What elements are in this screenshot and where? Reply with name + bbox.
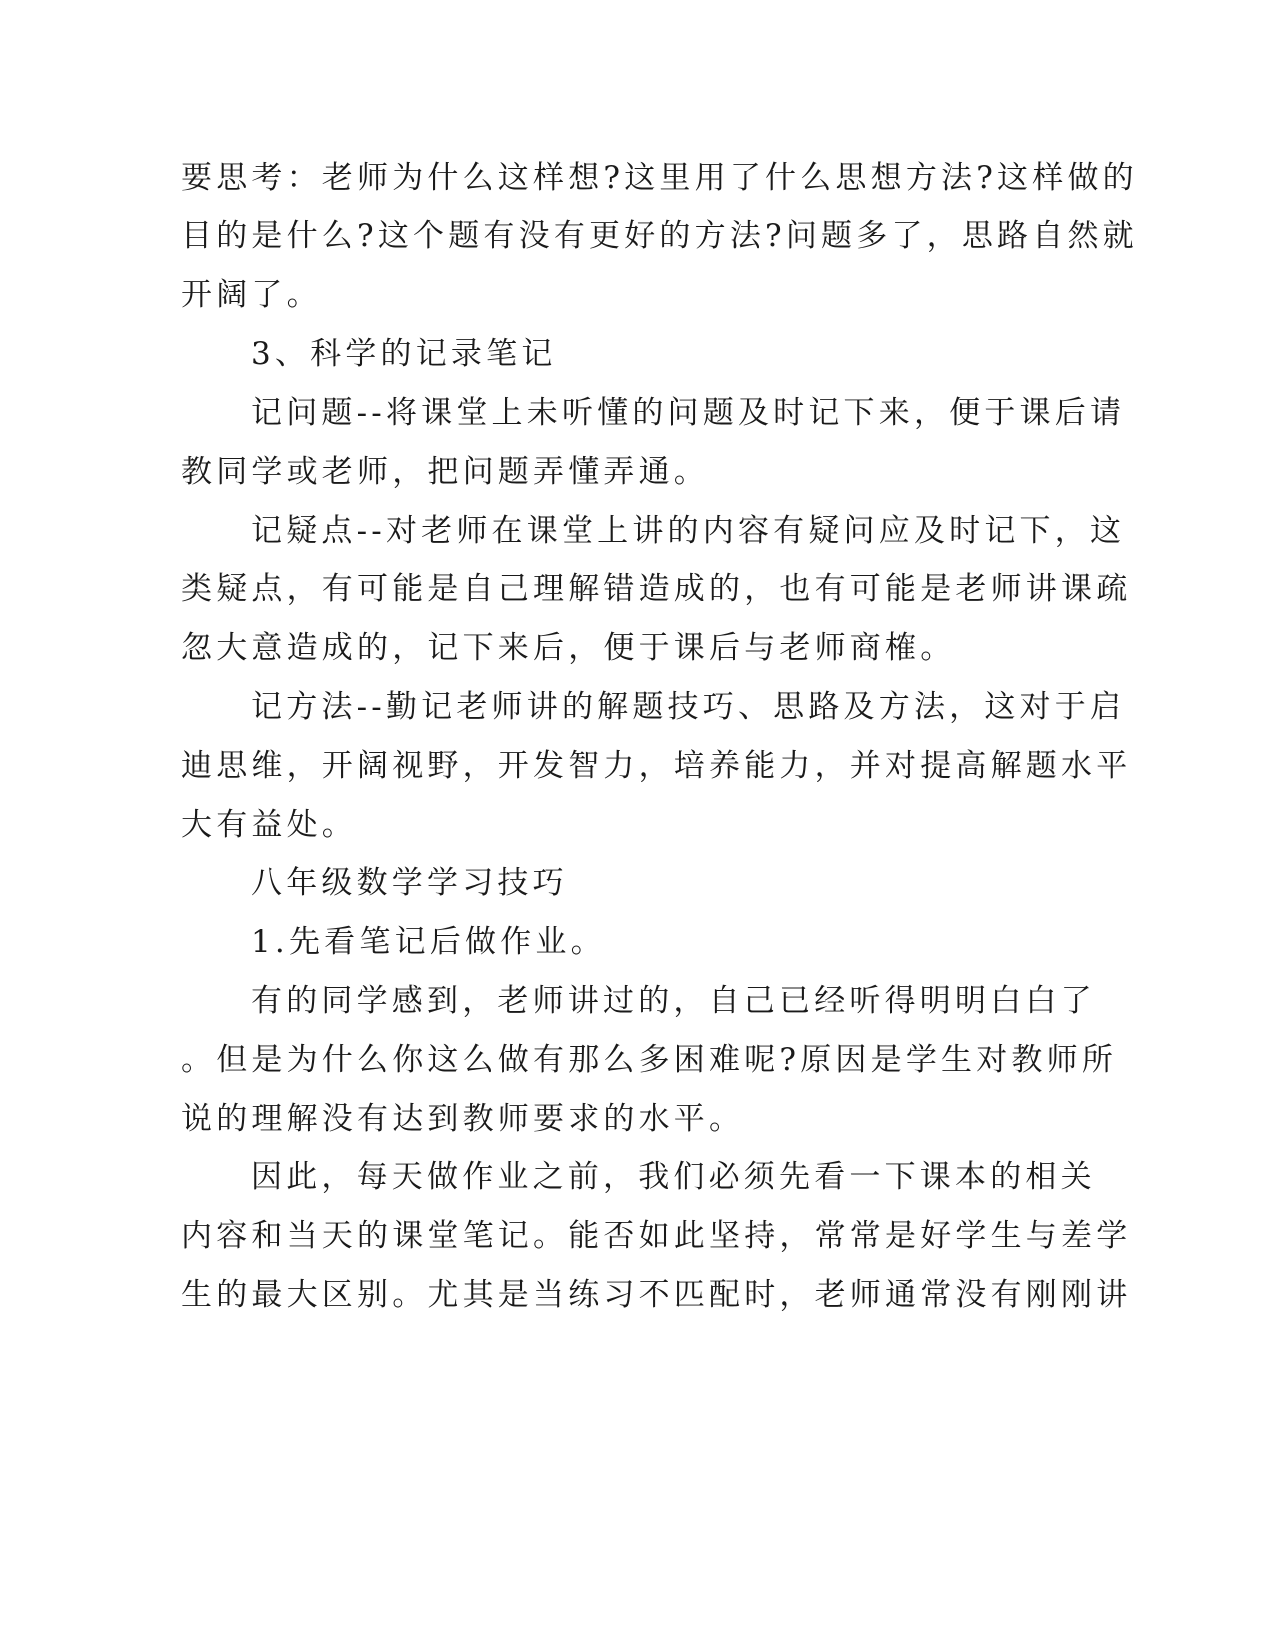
text-line: 说的理解没有达到教师要求的水平。 bbox=[181, 1101, 745, 1137]
text-line: 开阔了。 bbox=[181, 277, 322, 313]
text-line: 记方法--勤记老师讲的解题技巧、思路及方法，这对于启 bbox=[251, 689, 1126, 725]
section-heading: 3、科学的记录笔记 bbox=[251, 336, 557, 372]
text-line: 忽大意造成的，记下来后，便于课后与老师商榷。 bbox=[181, 630, 956, 666]
text-line: 目的是什么?这个题有没有更好的方法?问题多了，思路自然就 bbox=[181, 218, 1138, 254]
text-line: 教同学或老师，把问题弄懂弄通。 bbox=[181, 454, 709, 490]
text-line: 。但是为什么你这么做有那么多困难呢?原因是学生对教师所 bbox=[181, 1042, 1118, 1078]
text-line: 大有益处。 bbox=[181, 807, 357, 843]
text-line: 有的同学感到，老师讲过的，自己已经听得明明白白了 bbox=[251, 983, 1096, 1019]
text-line: 类疑点，有可能是自己理解错造成的，也有可能是老师讲课疏 bbox=[181, 571, 1132, 607]
text-line: 生的最大区别。尤其是当练习不匹配时，老师通常没有刚刚讲 bbox=[181, 1277, 1132, 1313]
text-line: 因此，每天做作业之前，我们必须先看一下课本的相关 bbox=[251, 1159, 1096, 1195]
text-line: 内容和当天的课堂笔记。能否如此坚持，常常是好学生与差学 bbox=[181, 1218, 1132, 1254]
text-line: 要思考：老师为什么这样想?这里用了什么思想方法?这样做的 bbox=[181, 160, 1138, 196]
text-line: 记问题--将课堂上未听懂的问题及时记下来，便于课后请 bbox=[251, 395, 1126, 431]
text-line: 迪思维，开阔视野，开发智力，培养能力，并对提高解题水平 bbox=[181, 748, 1132, 784]
text-line: 记疑点--对老师在课堂上讲的内容有疑问应及时记下，这 bbox=[251, 513, 1126, 549]
section-heading: 八年级数学学习技巧 bbox=[251, 865, 568, 901]
subsection-heading: 1.先看笔记后做作业。 bbox=[251, 924, 606, 960]
